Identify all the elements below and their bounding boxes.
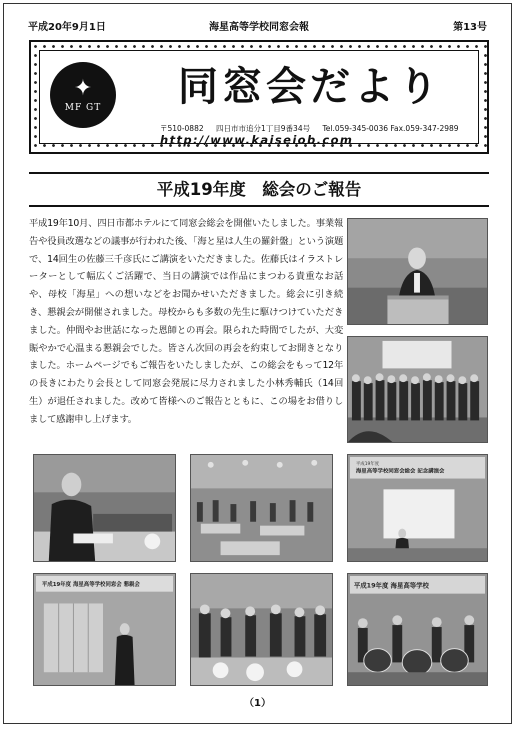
street-address: 四日市市追分1丁目9番34号	[216, 124, 311, 133]
school-emblem-icon: ✦ MF GT	[50, 62, 116, 128]
photo-buffet-guest	[33, 454, 176, 562]
lecture-sign-title: 海星高等学校同窓会総会 記念講演会	[355, 468, 445, 475]
title-rule-top	[29, 172, 489, 174]
issue-date: 平成20年9月1日	[28, 22, 106, 33]
photo-mc-gold-screen	[33, 573, 176, 686]
photo-lecture-screen	[347, 454, 488, 562]
phone-fax: Tel.059-345-0036 Fax.059-347-2989	[322, 124, 459, 133]
section-title: 平成19年度 総会のご報告	[156, 180, 362, 199]
newsletter-page	[3, 3, 512, 724]
postal-code: 〒510-0882	[160, 124, 204, 133]
page-number: （1）	[244, 698, 271, 709]
issue-number: 第13号	[453, 22, 487, 33]
masthead-title: 同窓会だより	[178, 63, 442, 110]
party-sign-a: 平成19年度 海星高等学校同窓会 懇親会	[41, 581, 140, 588]
masthead	[29, 40, 489, 154]
photo-buffet-crowd	[190, 573, 333, 686]
photo-banquet-hall	[190, 454, 333, 562]
website-url[interactable]: http://www.kaiseiob.com	[160, 133, 354, 147]
article-body: 平成19年10月、四日市都ホテルにて同窓会総会を開催いたしました。事業報告や役員改選などの議事が行われた後、「海と星は人生の羅針盤」という演題で、14回生の佐藤三千彦氏にご講演をいただきました。佐藤氏はイラストレーターとして幅広くご活躍で、当日の講演では作品にまつわる貴重なお話や、母校「海星」への想いなどをお聞かせいただきました。総会に引き続き、懇親会が開催されました。母校からも多数の先生に駆けつけていただきました。仲間やお世話になった恩師との再会。限られた時間でしたが、大変賑やかで心温まる懇親会でした。皆さん次回の再会を約束してお開きとなりました。ホームページでもご報告をいたしましたが、この総会をもって12年の長きにわたり会長として同窓会発展に尽力されました小林秀輔氏（14回生）が退任されました。改めて皆様へのご報告とともに、この場をお借りしまして感謝申し上げます。	[29, 218, 343, 425]
emblem-letters: MF GT	[64, 102, 102, 113]
photo-speaker-podium	[347, 218, 488, 325]
newsletter-name: 海星高等学校同窓会報	[209, 22, 309, 33]
lecture-sign-year: 平成19年度	[355, 461, 380, 467]
photo-group	[347, 336, 488, 443]
masthead-panel	[39, 50, 479, 147]
party-sign-b: 平成19年度 海星高等学校	[353, 581, 429, 590]
photo-taiko-performance	[347, 573, 488, 686]
title-rule-bottom	[29, 205, 489, 207]
